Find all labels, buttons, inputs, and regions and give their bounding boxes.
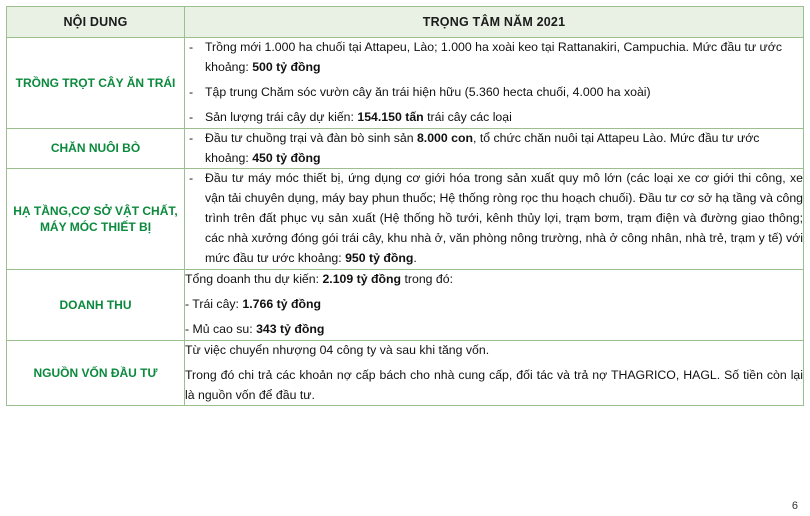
item-bold: 343 tỷ đồng [256, 321, 325, 336]
table-row [7, 128, 804, 169]
bullet-list [185, 129, 803, 169]
item-text: Đầu tư chuồng trại và đàn bò sinh sản [205, 130, 417, 145]
row-label-revenue: DOANH THU [7, 269, 185, 340]
item-text: Sản lượng trái cây dự kiến: [205, 109, 358, 124]
page-number: 6 [791, 500, 798, 512]
item-text: Tập trung Chăm sóc vườn cây ăn trái hiện hữu (5.360 hecta chuối, 4.000 ha xoài) [205, 84, 651, 99]
item-suffix: trái cây các loại [423, 109, 512, 124]
row-content-capital [185, 340, 804, 406]
item-bold: 2.109 tỷ đồng [322, 271, 402, 286]
item-text: Tổng doanh thu dự kiến: [185, 271, 323, 286]
table-row [7, 169, 804, 270]
bullet-list [185, 169, 803, 269]
text-line: Trong đó chi trả các khoản nợ cấp bách cho nhà cung cấp, đối tác và trả nợ THAGRICO, HAGL. Số tiền còn lại là nguồn vốn để đầu tư. [185, 367, 803, 402]
table-row [7, 38, 804, 129]
focus-areas-table [6, 6, 804, 406]
item-bold: 950 tỷ đồng [345, 251, 414, 266]
row-content-revenue [185, 269, 804, 340]
item-bold: 154.150 tấn [357, 109, 424, 124]
text-line [185, 295, 803, 315]
item-text: - Mủ cao su: [185, 321, 257, 336]
text-line [185, 270, 803, 290]
row-label-infrastructure: HẠ TẦNG,CƠ SỞ VẬT CHẤT, MÁY MÓC THIẾT BỊ [7, 169, 185, 270]
item-bold: 500 tỷ đồng [252, 59, 321, 74]
item-text: - Trái cây: [185, 296, 243, 311]
item-text: Trồng mới 1.000 ha chuối tại Attapeu, Lào; 1.000 ha xoài keo tại Rattanakiri, Campuchia. Mức đầu tư ước khoảng: [205, 40, 782, 74]
row-content-infrastructure [185, 169, 804, 270]
row-label-farming: TRỒNG TRỌT CÂY ĂN TRÁI [7, 38, 185, 129]
list-item [185, 38, 803, 78]
row-content-cattle [185, 128, 804, 169]
item-bold: 1.766 tỷ đồng [242, 296, 321, 311]
item-suffix: . [413, 251, 417, 266]
item-bold-continued: 450 tỷ đồng [252, 150, 321, 165]
item-text: Đầu tư máy móc thiết bị, ứng dụng cơ giới hóa trong sản xuất quy mô lớn (các loại xe cơ giới thi công, xe vận tải chuyên dụng, máy bay phun thuốc; Hệ thống ròng rọc thu hoạch chuối). Đầu tư cơ sở hạ tầng và công trình trên đất phục vụ sản xuất (Hệ thống hồ tưới, kênh thủy lợi, trạm bơm, trạm điện và đường giao thông; các nhà xưởng đóng gói trái cây, khu nhà ở, văn phòng nông trường, nhà ở công nhân, nhà trẻ, trạm y tế) với mức đầu tư ước khoảng: [205, 171, 803, 266]
text-line: Từ việc chuyển nhượng 04 công ty và sau khi tăng vốn. [185, 342, 490, 357]
text-line [185, 320, 803, 340]
row-label-capital: NGUỒN VỐN ĐẦU TƯ [7, 340, 185, 406]
item-suffix: , tổ chức chăn nuôi tại Attapeu Lào. Mức đầu tư ước khoảng: [205, 130, 760, 165]
row-label-cattle: CHĂN NUÔI BÒ [7, 128, 185, 169]
item-suffix: trong đó: [401, 271, 454, 286]
column-header-content: NỘI DUNG [7, 7, 185, 38]
row-content-farming [185, 38, 804, 129]
column-header-focus: TRỌNG TÂM NĂM 2021 [185, 7, 804, 38]
list-item [185, 169, 803, 269]
bullet-list [185, 38, 803, 128]
table-row [7, 340, 804, 406]
item-bold: 8.000 con [416, 130, 474, 145]
table-header-row [7, 7, 804, 38]
list-item [185, 108, 803, 128]
list-item [185, 83, 803, 103]
table-row [7, 269, 804, 340]
list-item [185, 129, 803, 169]
